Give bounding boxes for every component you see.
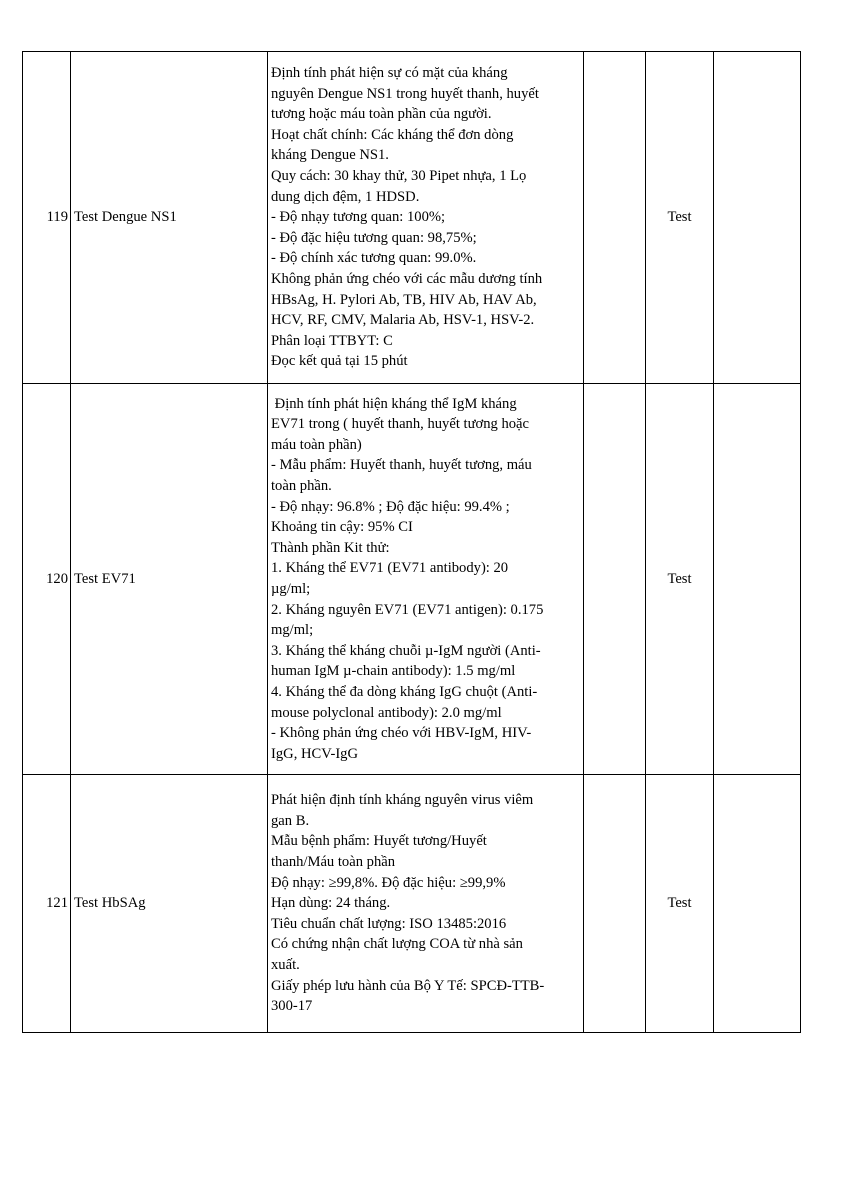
- description-line: HBsAg, H. Pylori Ab, TB, HIV Ab, HAV Ab,: [271, 291, 537, 308]
- description-line: mg/ml;: [271, 622, 314, 639]
- description-line: Thành phần Kit thử:: [271, 539, 390, 556]
- description-line: Định tính phát hiện sự có mặt của kháng: [271, 65, 508, 82]
- description-line: - Độ chính xác tương quan: 99.0%.: [271, 250, 477, 267]
- description-line: xuất.: [271, 956, 300, 973]
- quantity-cell: [584, 384, 646, 775]
- description-line: tương hoặc máu toàn phần của người.: [271, 106, 492, 123]
- description-line: 4. Kháng thể đa dòng kháng IgG chuột (Anti-: [271, 683, 538, 700]
- product-description: [268, 384, 584, 775]
- description-line: human IgM µ-chain antibody): 1.5 mg/ml: [271, 663, 516, 680]
- description-line: dung dịch đệm, 1 HDSD.: [271, 188, 420, 205]
- product-spec-table: [22, 51, 801, 1033]
- description-line: - Không phản ứng chéo với HBV-IgM, HIV-: [271, 725, 532, 742]
- quantity-cell: [584, 775, 646, 1033]
- description-line: - Độ đặc hiệu tương quan: 98,75%;: [271, 229, 477, 246]
- product-name: Test HbSAg: [71, 775, 268, 1033]
- row-number: 120: [23, 384, 71, 775]
- description-line: Quy cách: 30 khay thử, 30 Pipet nhựa, 1 Lọ: [271, 168, 527, 185]
- description-line: kháng Dengue NS1.: [271, 147, 389, 164]
- product-name: Test Dengue NS1: [71, 52, 268, 384]
- note-cell: [714, 52, 801, 384]
- description-line: thanh/Máu toàn phần: [271, 854, 396, 871]
- description-line: Phân loại TTBYT: C: [271, 332, 393, 349]
- description-line: Tiêu chuẩn chất lượng: ISO 13485:2016: [271, 915, 507, 932]
- description-line: Khoảng tin cậy: 95% CI: [271, 519, 413, 536]
- description-line: Hoạt chất chính: Các kháng thể đơn dòng: [271, 126, 514, 143]
- description-line: Hạn dùng: 24 tháng.: [271, 895, 391, 912]
- description-line: Giấy phép lưu hành của Bộ Y Tế: SPCĐ-TTB-: [271, 977, 545, 994]
- table-row: [23, 52, 801, 384]
- description-line: µg/ml;: [271, 581, 311, 597]
- note-cell: [714, 384, 801, 775]
- product-description: [268, 52, 584, 384]
- description-line: - Độ nhạy: 96.8% ; Độ đặc hiệu: 99.4% ;: [271, 498, 510, 515]
- description-line: Định tính phát hiện kháng thể IgM kháng: [271, 395, 517, 412]
- description-line: toàn phần.: [271, 478, 332, 495]
- description-line: Đọc kết quả tại 15 phút: [271, 353, 408, 370]
- description-line: HCV, RF, CMV, Malaria Ab, HSV-1, HSV-2.: [271, 312, 535, 329]
- description-line: Độ nhạy: ≥99,8%. Độ đặc hiệu: ≥99,9%: [271, 874, 506, 891]
- description-line: Mẫu bệnh phẩm: Huyết tương/Huyết: [271, 833, 487, 850]
- description-line: nguyên Dengue NS1 trong huyết thanh, huyết: [271, 85, 539, 102]
- description-line: Phát hiện định tính kháng nguyên virus viêm: [271, 792, 534, 809]
- row-number: 121: [23, 775, 71, 1033]
- description-line: 2. Kháng nguyên EV71 (EV71 antigen): 0.175: [271, 601, 544, 618]
- description-line: Có chứng nhận chất lượng COA từ nhà sản: [271, 936, 523, 953]
- unit-cell: Test: [646, 384, 714, 775]
- description-line: - Mẫu phẩm: Huyết thanh, huyết tương, máu: [271, 457, 532, 474]
- description-line: gan B.: [271, 812, 310, 829]
- description-line: EV71 trong ( huyết thanh, huyết tương hoặc: [271, 416, 529, 433]
- unit-cell: Test: [646, 52, 714, 384]
- description-line: - Độ nhạy tương quan: 100%;: [271, 209, 446, 226]
- description-line: 3. Kháng thể kháng chuỗi µ-IgM người (Anti-: [271, 642, 541, 659]
- unit-cell: Test: [646, 775, 714, 1033]
- description-line: 300-17: [271, 998, 313, 1015]
- note-cell: [714, 775, 801, 1033]
- product-name: Test EV71: [71, 384, 268, 775]
- description-line: mouse polyclonal antibody): 2.0 mg/ml: [271, 704, 502, 721]
- description-line: 1. Kháng thể EV71 (EV71 antibody): 20: [271, 560, 509, 577]
- product-description: [268, 775, 584, 1033]
- quantity-cell: [584, 52, 646, 384]
- description-line: máu toàn phần): [271, 436, 362, 453]
- description-line: Không phản ứng chéo với các mẫu dương tính: [271, 270, 543, 287]
- table-row: [23, 384, 801, 775]
- description-line: IgG, HCV-IgG: [271, 745, 359, 762]
- row-number: 119: [23, 52, 71, 384]
- table-row: [23, 775, 801, 1033]
